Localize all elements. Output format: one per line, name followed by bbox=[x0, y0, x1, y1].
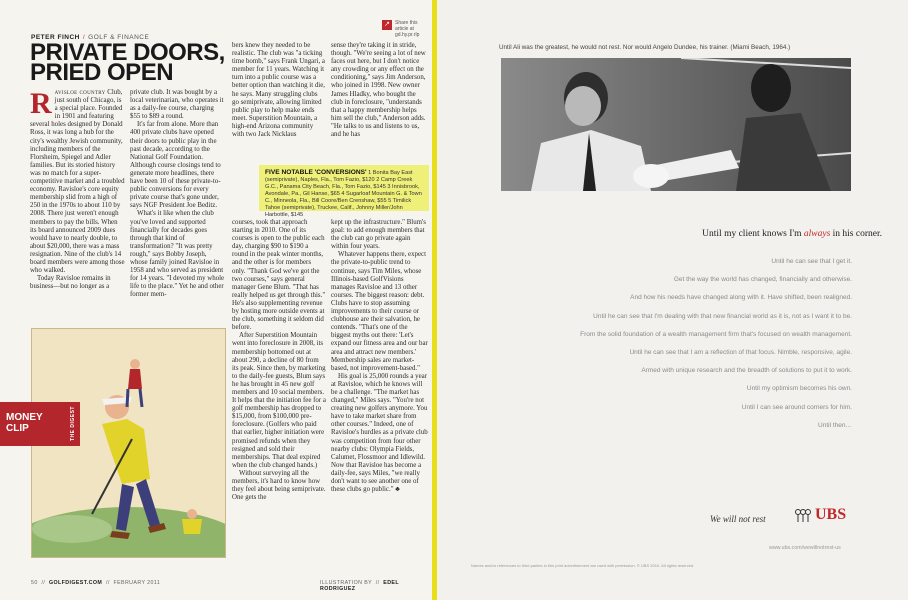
share-callout[interactable] bbox=[384, 20, 431, 38]
ad-disclaimer: Names and/or references to third parties in this print advertisement are used with permission. © UBS 2010. All rights reserved. bbox=[471, 563, 695, 568]
share-text: Share this article at gd.hy.pr.rlp bbox=[395, 20, 420, 38]
folio-left: 50 // GOLFDIGEST.COM // FEBRUARY 2011 bbox=[31, 580, 161, 586]
ubs-keys-icon bbox=[793, 508, 813, 524]
ad-url[interactable]: www.ubs.com/wewillnotrest-us bbox=[769, 545, 841, 551]
notable-title: FIVE NOTABLE 'CONVERSIONS' bbox=[265, 169, 367, 176]
illustration-credit: ILLUSTRATION BY // EDEL RODRIGUEZ bbox=[320, 580, 399, 592]
credit-label: ILLUSTRATION BY bbox=[320, 580, 373, 586]
paragraph: private club. It was bought by a local veterinarian, who operates it as a daily-fee course, charging $55 to $89 a round. bbox=[130, 89, 224, 121]
issue-date: FEBRUARY 2011 bbox=[113, 580, 161, 586]
paragraph: Club, just south of Chicago, is a special place. Founded in 1901 and featuring several holes designed by Donald Ross, it was long a hub for the city's wealthy Jewish community, including members of the Florsheim, Spiegel and Adler families. But its storied history was no match for a super-competitive market and a troubled economy. Ravisloe's core equity membership slid from a high of 250 in the 1970s to about 110 by 2008. There just weren't enough members to pay the bills. When its board announced 2009 dues would have to nearly double, to about $20,000, there was a mass resignation. Nine of the club's 14 board members were among those who walked. bbox=[30, 89, 125, 275]
page-number: 50 bbox=[31, 580, 38, 586]
site-name: GOLFDIGEST.COM bbox=[48, 580, 103, 586]
share-icon: ↗ bbox=[382, 20, 392, 30]
ad-headline bbox=[437, 229, 882, 239]
ad-line: Until I can see around corners for him. bbox=[741, 403, 852, 411]
photo-art bbox=[501, 58, 851, 191]
paragraph: sense they're taking it in stride, though. "We're seeing a lot of new faces out here, but I don't notice any crowding or any effect on the conditioning," says Jim Anderson, who joined in 1998. New owner James Hladky, who bought the club in foreclosure, "understands that a happy membership helps him sell the club," Anderson adds. "He talks to us and listens to us, and he has bbox=[331, 42, 426, 139]
page-title: PRIVATE DOORS, PRIED OPEN bbox=[30, 39, 225, 86]
small-caps-lead: avisloe country bbox=[54, 89, 106, 96]
column-4-bottom bbox=[331, 219, 428, 494]
column-4-top bbox=[331, 42, 428, 139]
byline: PETER FINCH / GOLF & FINANCE bbox=[31, 34, 150, 41]
ad-line: Until my optimism becomes his own. bbox=[746, 385, 852, 393]
digest-label: THE DIGEST bbox=[70, 406, 76, 442]
column-1 bbox=[30, 89, 125, 291]
ad-headline-pre: Until my client knows I'm bbox=[702, 229, 804, 239]
author: PETER FINCH bbox=[31, 34, 80, 41]
paragraph: What's it like when the club you've loved and supported financially for decades goes through that kind of transformation? "It was pretty rough," says Bobby Joseph, whose family joined Ravisloe in 1958 and who served as president for 14 years. "I devoted my whole life to the place." Yet he and other former mem- bbox=[130, 210, 225, 299]
ad-line: From the solid foundation of a wealth management firm that's focused on wealth management. bbox=[580, 330, 852, 338]
paragraph: His goal is 25,000 rounds a year at Ravisloe, which he knows will be a challenge. "The market has changed," Miles says. "You're not creating new golfers anymore. You have to take market share from other courses." Indeed, one of Ravisloe's hurdles as a private club was competition from four other nearby clubs: Olympia Fields, Calumet, Flossmoor and Idlewild. Now that Ravisloe has become a daily-fee, says Miles, "we really don't want to see another one of these clubs go public." ♣ bbox=[331, 372, 428, 494]
left-page bbox=[0, 0, 432, 600]
photo-caption: Until Ali was the greatest, he would not rest. Nor would Angelo Dundee, his trainer. (Miami Beach, 1964.) bbox=[499, 44, 791, 51]
paragraph: After Superstition Mountain went into foreclosure in 2008, its membership bottomed out at about 290, a decline of 80 from its peak. Since then, by marketing to the daily-fee guests, Blum says he has brought in 45 new golf members and 10 social members. It helps that the initiation fee for a golf membership has dropped to $15,000, from $100,000 pre-foreclosure. (Golfers who paid that earlier, higher initiation were promised refunds when they resigned and sold their memberships. That deal expired when the club changed hands.) bbox=[232, 332, 326, 469]
money-clip-tab bbox=[0, 402, 80, 446]
ad-line: Armed with unique research and the breadth of solutions to put it to work. bbox=[641, 367, 852, 375]
notable-conversions-box bbox=[259, 165, 429, 218]
clip-label: CLIP bbox=[6, 423, 29, 434]
notable-body: 1 Bonita Bay East (semiprivate), Naples, Fla., Tom Fazio, $120 2 Camp Creek G.C., Panama City Beach, Fla., Tom Fazio, $145 3 Innisbrook, Avondale, Pa., Gil Hanse, $65 4 Sugarloaf Mountain G. & Town C., Minneola, Fla., Bill Coore/Ben Crenshaw, $55 5 Timilick Tahoe (semiprivate), Truckee, Calif., Johnny Miller/John Harbottle, $145 bbox=[265, 170, 422, 218]
money-label: MONEY bbox=[6, 412, 43, 423]
ad-line: Until he can see that I get it. bbox=[771, 258, 852, 265]
paragraph: Without surveying all the members, it's hard to know how they feel about being semiprivate. One gets the bbox=[232, 469, 326, 502]
dropcap: R bbox=[30, 87, 52, 120]
ad-body bbox=[532, 258, 852, 440]
paragraph: Whatever happens there, expect the private-to-public trend to continue, says Tim Miles, whose Illinois-based GolfVisions manages Ravisloe and 13 other courses. The biggest reason: debt. Clubs have to stop assuming improvements to their course or clubhouse are their salvation, he contends. "That's one of the biggest myths out there: 'Let's expand our fitness area and our bar area and attract new members.' Membership sales are market-based, not improvement-based." bbox=[331, 251, 428, 372]
ad-line: Until he can see that I am a reflection of that focus. Nimble, responsive, agile. bbox=[629, 349, 852, 357]
credit-artist: EDEL RODRIGUEZ bbox=[320, 580, 399, 592]
paragraph: courses, took that approach starting in 2010. One of its courses is open to the public each day, charging $90 to $190 a round in the peak winter months, and the other is for members only. "Thank God we've got the two courses," says general manager Gene Blum. "That has really helped us get through this." He's also supplementing revenue by hosting more outside events at the club, something it seldom did before. bbox=[232, 219, 326, 332]
paragraph: bers knew they needed to be realistic. The club was "a ticking time bomb," says Frank Ungari, a member for 11 years. Watching it turn into a public course was a better option than watching it die, he says. Many struggling clubs go semiprivate, allowing limited public play to help make ends meet. Superstition Mountain, a high-end Arizona community with two Jack Nicklaus bbox=[232, 42, 326, 139]
column-3-top bbox=[232, 42, 326, 139]
right-page-ad bbox=[437, 0, 908, 600]
ad-line: And how his needs have changed along with it. Have shifted, been realigned. bbox=[630, 294, 852, 302]
ad-tagline: We will not rest bbox=[710, 514, 766, 524]
ali-photo bbox=[501, 58, 851, 191]
paragraph: Today Ravisloe remains in business—but no longer as a bbox=[30, 275, 111, 291]
ad-headline-emphasis: always bbox=[803, 229, 831, 239]
column-3-bottom bbox=[232, 219, 326, 502]
ad-line: Until he can see that I'm dealing with that new financial world as it is, not as I want it to be. bbox=[593, 312, 852, 320]
ubs-logo: UBS bbox=[815, 506, 847, 523]
paragraph: It's far from alone. More than 400 private clubs have opened their doors to public play in the past decade, according to the National Golf Foundation. Although course closings tend to generate more headlines, there have been 10 of these private-to-public conversions for every private course that's gone under, says NGF President Joe Beditz. bbox=[130, 121, 221, 210]
ad-line: Until then… bbox=[818, 421, 852, 429]
paragraph: kept up the infrastructure." Blum's goal: to add enough members that the club can go private again within four years. bbox=[331, 219, 426, 251]
category: GOLF & FINANCE bbox=[88, 34, 150, 41]
ad-headline-post: in his corner. bbox=[830, 229, 882, 239]
ad-line: Get the way the world has changed, financially and otherwise. bbox=[673, 276, 852, 284]
column-2 bbox=[130, 89, 225, 299]
